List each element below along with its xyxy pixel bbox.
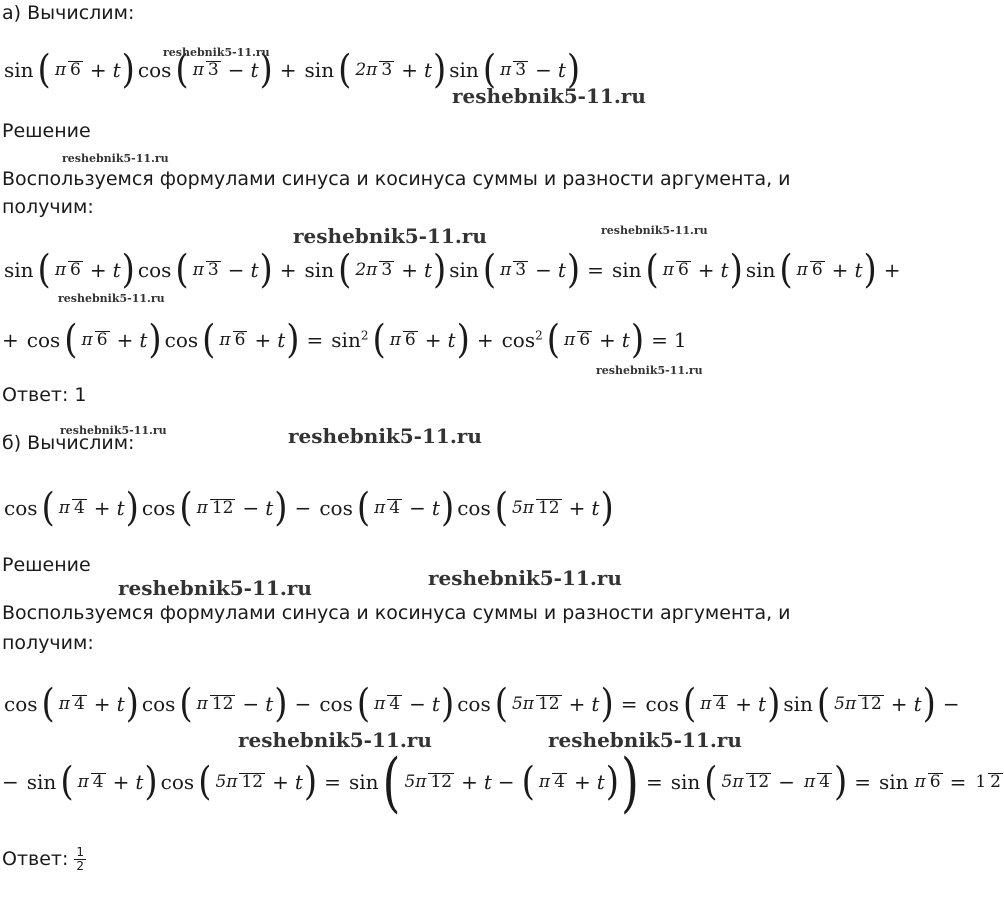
watermark: reshebnik5-11.ru (238, 728, 432, 752)
part-a-method-line2: получим: (2, 196, 94, 218)
part-a-solution-label: Решение (2, 120, 91, 142)
part-a-expression: sin ( π 6 + t ) cos ( π 3 − t ) + sin ( 2π 3 + t ) sin ( π 3 − t ) (4, 47, 581, 93)
part-b-step1: cos ( π 4 + t ) cos ( π 12 − t ) − cos ( π 4 − t ) cos ( 5π 12 + t ) = cos ( π 4 + t ) sin ( 5π 12 + t ) − (4, 681, 960, 727)
watermark: reshebnik5-11.ru (58, 292, 165, 305)
part-b-step2: − sin ( π 4 + t ) cos ( 5π 12 + t ) = sin ( 5π 12 + t − ( π 4 + t ) ) = sin ( 5π 12 − π 4 ) = sin π 6 = 1 2 (2, 744, 1001, 820)
part-a-method-line1: Воспользуемся формулами синуса и косинуса суммы и разности аргумента, и (2, 168, 791, 190)
watermark: reshebnik5-11.ru (163, 46, 270, 59)
part-a-step2: + cos ( π 6 + t ) cos ( π 6 + t ) = $\sin^2$ ( π 6 + t ) + $\cos^2$ ( π 6 + t ) = 1 (2, 317, 687, 363)
part-b-answer (2, 846, 87, 872)
watermark: reshebnik5-11.ru (452, 84, 646, 108)
part-a-answer: Ответ: 1 (2, 384, 87, 406)
part-b-solution-label: Решение (2, 554, 91, 576)
part-a-step1: sin ( π 6 + t ) cos ( π 3 − t ) + sin ( 2π 3 + t ) sin ( π 3 − t ) = sin ( π 6 + t ) sin ( π 6 + t ) + (4, 247, 901, 293)
watermark: reshebnik5-11.ru (60, 424, 167, 437)
watermark: reshebnik5-11.ru (118, 576, 312, 600)
part-b-answer-fraction: $\frac{1}{2}$ (76, 845, 85, 873)
watermark: reshebnik5-11.ru (601, 224, 708, 237)
watermark: reshebnik5-11.ru (548, 728, 742, 752)
watermark: reshebnik5-11.ru (596, 364, 703, 377)
watermark: reshebnik5-11.ru (293, 224, 487, 248)
watermark: reshebnik5-11.ru (288, 424, 482, 448)
part-a-title: а) Вычислим: (2, 2, 135, 24)
part-b-answer-label: Ответ: (2, 847, 69, 870)
part-b-expression: cos ( π 4 + t ) cos ( π 12 − t ) − cos ( π 4 − t ) cos ( 5π 12 + t ) (4, 485, 614, 531)
part-b-method-line2: получим: (2, 632, 94, 654)
part-b-title: б) Вычислим: (2, 432, 135, 454)
watermark: reshebnik5-11.ru (428, 566, 622, 590)
part-b-method-line1: Воспользуемся формулами синуса и косинуса суммы и разности аргумента, и (2, 602, 791, 624)
watermark: reshebnik5-11.ru (62, 152, 169, 165)
